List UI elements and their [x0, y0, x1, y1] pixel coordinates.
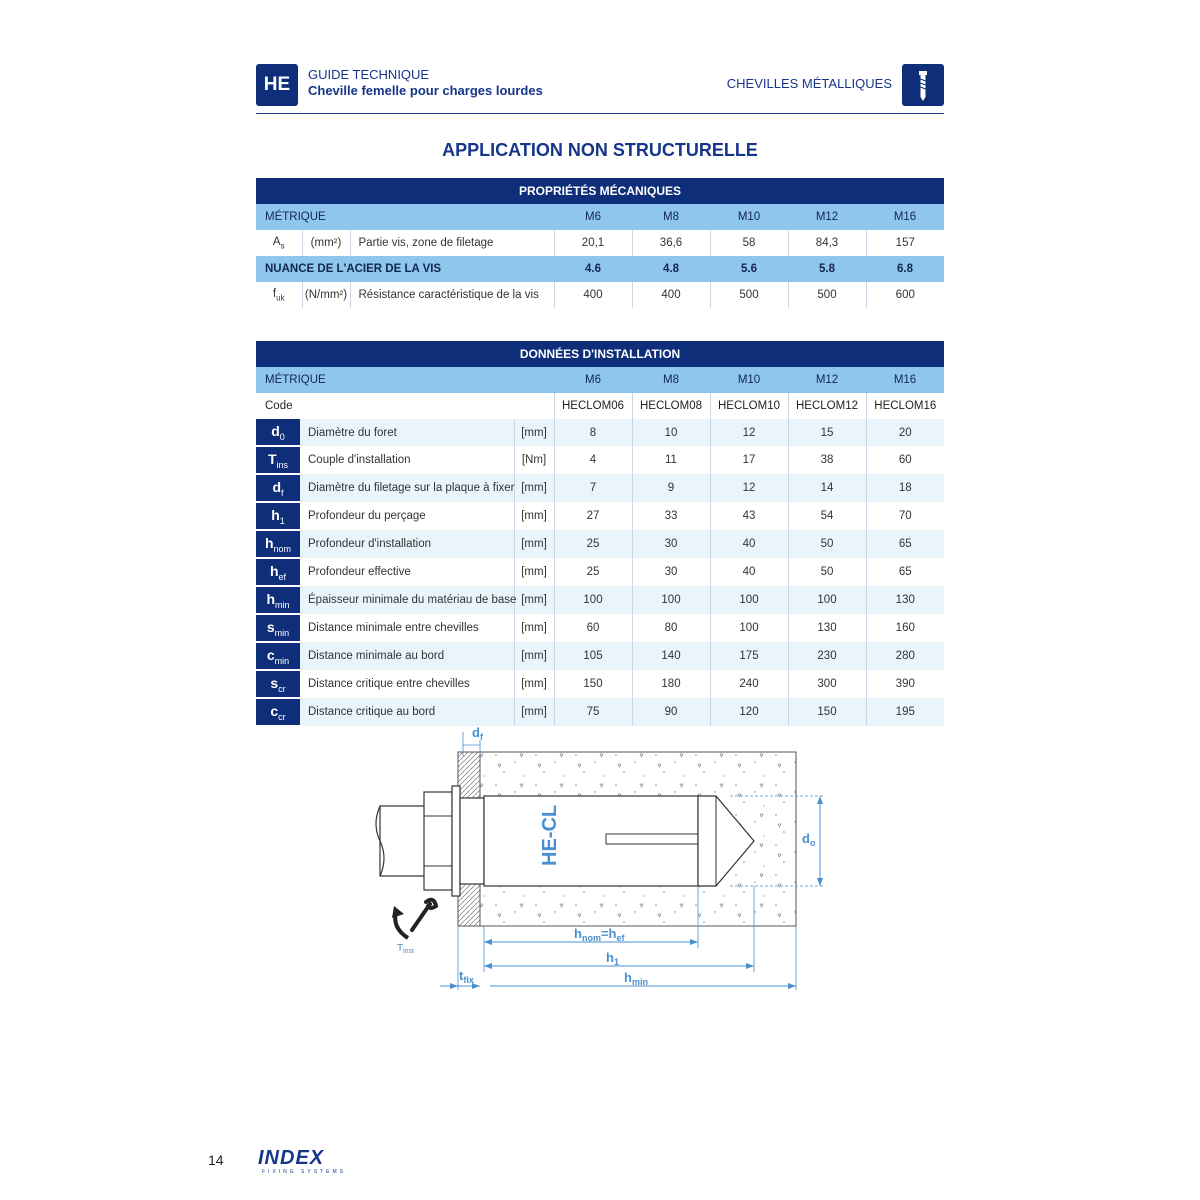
hnom-hef-label: $h_{nom}=h_{ef}$ — [574, 926, 625, 943]
hex-nut — [424, 792, 452, 890]
table-cell: 17 — [710, 446, 788, 474]
section-title: APPLICATION NON STRUCTURELLE — [442, 140, 758, 160]
band-title: DONNÉES D'INSTALLATION — [256, 341, 944, 367]
table-cell: 7 — [554, 474, 632, 502]
table-cell: 25 — [554, 558, 632, 586]
installation-data-table — [256, 341, 944, 727]
row-unit: [mm] — [514, 474, 554, 502]
row-symbol: $s_{min}$ — [256, 614, 300, 642]
table-cell: 18 — [866, 474, 944, 502]
table-cell: 9 — [632, 474, 710, 502]
size-cell: M8 — [632, 367, 710, 393]
metric-row — [256, 204, 944, 230]
grade-cell: 6.8 — [866, 256, 944, 282]
size-cell: M10 — [710, 204, 788, 230]
table-cell: 130 — [788, 614, 866, 642]
table-cell: 54 — [788, 502, 866, 530]
row-symbol: $h_{min}$ — [256, 586, 300, 614]
table-cell: 240 — [710, 670, 788, 698]
size-cell: M12 — [788, 367, 866, 393]
table-cell: 230 — [788, 642, 866, 670]
do-label: $d_o$ — [802, 831, 816, 848]
code-label: Code — [256, 393, 554, 419]
header-rule — [256, 113, 944, 114]
header-category: CHEVILLES MÉTALLIQUES — [726, 76, 892, 91]
tinst-label: $T_{inst}$ — [397, 943, 415, 955]
brand-logo: INDEX — [258, 1147, 325, 1169]
table-cell: 50 — [788, 530, 866, 558]
torque-wrench-icon — [392, 900, 436, 938]
band-title: PROPRIÉTÉS MÉCANIQUES — [256, 178, 944, 204]
size-cell: M16 — [866, 204, 944, 230]
product-badge: HE — [256, 64, 298, 106]
table-cell: 390 — [866, 670, 944, 698]
table-cell: 140 — [632, 642, 710, 670]
size-cell: M8 — [632, 204, 710, 230]
table-cell: 12 — [710, 474, 788, 502]
row-description: Distance critique entre chevilles — [300, 670, 514, 698]
table-cell: 20 — [866, 419, 944, 446]
anchor-label: HE-CL — [539, 804, 561, 866]
hmin-label: $h_{min}$ — [624, 970, 648, 987]
row-unit: [mm] — [514, 670, 554, 698]
h1-label: $h_1$ — [606, 950, 619, 967]
row-symbol: $h_1$ — [256, 502, 300, 530]
table-cell: 65 — [866, 558, 944, 586]
table-cell: 58 — [710, 230, 788, 256]
table-cell: 280 — [866, 642, 944, 670]
anchor-collar — [460, 798, 484, 884]
size-cell: M12 — [788, 204, 866, 230]
row-unit: [mm] — [514, 614, 554, 642]
table-cell: 75 — [554, 698, 632, 726]
table-cell: 90 — [632, 698, 710, 726]
table-row — [256, 558, 944, 586]
table-cell: 100 — [632, 586, 710, 614]
table-cell: 175 — [710, 642, 788, 670]
code-cell: HECLOM10 — [710, 393, 788, 419]
header-title-line2: Cheville femelle pour charges lourdes — [308, 83, 543, 98]
table-cell: 500 — [710, 282, 788, 308]
table-cell: 60 — [866, 446, 944, 474]
table-cell: 84,3 — [788, 230, 866, 256]
table-cell: 500 — [788, 282, 866, 308]
table-cell: 70 — [866, 502, 944, 530]
table-cell: 100 — [710, 586, 788, 614]
table-cell: 600 — [866, 282, 944, 308]
table-cell: 40 — [710, 530, 788, 558]
table-cell: 50 — [788, 558, 866, 586]
size-cell: M10 — [710, 367, 788, 393]
table-cell: 33 — [632, 502, 710, 530]
table-cell: 150 — [788, 698, 866, 726]
table-row — [256, 446, 944, 474]
table-cell: 80 — [632, 614, 710, 642]
row-symbol: $s_{cr}$ — [256, 670, 300, 698]
as-row — [256, 230, 944, 256]
table-cell: 25 — [554, 530, 632, 558]
as-symbol: $A_s$ — [256, 230, 302, 256]
table-row — [256, 642, 944, 670]
fuk-unit: (N/mm²) — [302, 282, 350, 308]
row-description: Distance minimale au bord — [300, 642, 514, 670]
table-row — [256, 670, 944, 698]
table-row — [256, 586, 944, 614]
table-cell: 8 — [554, 419, 632, 446]
row-description: Distance critique au bord — [300, 698, 514, 726]
row-symbol: $c_{min}$ — [256, 642, 300, 670]
table-cell: 300 — [788, 670, 866, 698]
bolt-shank — [380, 806, 426, 876]
tfix-label: $t_{fix}$ — [459, 968, 474, 985]
table-cell: 400 — [554, 282, 632, 308]
table-cell: 195 — [866, 698, 944, 726]
row-description: Distance minimale entre chevilles — [300, 614, 514, 642]
table-cell: 43 — [710, 502, 788, 530]
code-cell: HECLOM08 — [632, 393, 710, 419]
table-cell: 180 — [632, 670, 710, 698]
washer — [452, 786, 460, 896]
table-cell: 130 — [866, 586, 944, 614]
code-cell: HECLOM06 — [554, 393, 632, 419]
table-cell: 10 — [632, 419, 710, 446]
table-cell: 400 — [632, 282, 710, 308]
table-cell: 36,6 — [632, 230, 710, 256]
table-row — [256, 502, 944, 530]
grade-label: NUANCE DE L'ACIER DE LA VIS — [256, 256, 554, 282]
row-description: Profondeur effective — [300, 558, 514, 586]
table-row — [256, 614, 944, 642]
fuk-symbol: $f_{uk}$ — [256, 282, 302, 308]
row-description: Diamètre du filetage sur la plaque à fixer — [300, 474, 514, 502]
row-unit: [mm] — [514, 419, 554, 446]
as-unit: (mm²) — [302, 230, 350, 256]
fuk-row — [256, 282, 944, 308]
anchor-icon — [902, 64, 944, 106]
table-cell: 38 — [788, 446, 866, 474]
size-cell: M6 — [554, 204, 632, 230]
row-symbol: $d_f$ — [256, 474, 300, 502]
table-cell: 27 — [554, 502, 632, 530]
size-cell: M6 — [554, 367, 632, 393]
page-header — [256, 64, 944, 114]
table-cell: 120 — [710, 698, 788, 726]
table-cell: 20,1 — [554, 230, 632, 256]
table-cell: 30 — [632, 558, 710, 586]
code-cell: HECLOM16 — [866, 393, 944, 419]
table-cell: 14 — [788, 474, 866, 502]
metric-label: MÉTRIQUE — [256, 204, 554, 230]
code-row — [256, 393, 944, 419]
table-cell: 4 — [554, 446, 632, 474]
table-band — [256, 341, 944, 367]
grade-row — [256, 256, 944, 282]
page-number: 14 — [208, 1152, 224, 1168]
table-cell: 12 — [710, 419, 788, 446]
row-unit: [Nm] — [514, 446, 554, 474]
metric-label: MÉTRIQUE — [256, 367, 554, 393]
table-cell: 100 — [554, 586, 632, 614]
metric-row — [256, 367, 944, 393]
installation-rows — [256, 419, 944, 726]
row-unit: [mm] — [514, 586, 554, 614]
as-description: Partie vis, zone de filetage — [350, 230, 554, 256]
grade-cell: 5.8 — [788, 256, 866, 282]
table-cell: 160 — [866, 614, 944, 642]
table-cell: 100 — [710, 614, 788, 642]
header-titles — [308, 67, 543, 99]
mechanical-properties-table — [256, 178, 944, 308]
row-description: Couple d'installation — [300, 446, 514, 474]
row-symbol: $h_{ef}$ — [256, 558, 300, 586]
row-unit: [mm] — [514, 530, 554, 558]
row-description: Diamètre du foret — [300, 419, 514, 446]
row-description: Profondeur du perçage — [300, 502, 514, 530]
table-cell: 150 — [554, 670, 632, 698]
row-symbol: $d_0$ — [256, 419, 300, 446]
row-description: Profondeur d'installation — [300, 530, 514, 558]
row-symbol: $T_{ins}$ — [256, 446, 300, 474]
row-symbol: $h_{nom}$ — [256, 530, 300, 558]
grade-cell: 4.8 — [632, 256, 710, 282]
table-cell: 11 — [632, 446, 710, 474]
row-symbol: $c_{cr}$ — [256, 698, 300, 726]
table-cell: 65 — [866, 530, 944, 558]
table-row — [256, 530, 944, 558]
row-description: Épaisseur minimale du matériau de base — [300, 586, 514, 614]
row-unit: [mm] — [514, 642, 554, 670]
table-cell: 40 — [710, 558, 788, 586]
grade-cell: 5.6 — [710, 256, 788, 282]
table-cell: 100 — [788, 586, 866, 614]
table-row — [256, 419, 944, 446]
anchor-installation-diagram — [370, 720, 816, 990]
code-cell: HECLOM12 — [788, 393, 866, 419]
table-cell: 60 — [554, 614, 632, 642]
table-row — [256, 474, 944, 502]
brand-logo-tagline: FIXING SYSTEMS — [262, 1169, 346, 1175]
table-cell: 157 — [866, 230, 944, 256]
row-unit: [mm] — [514, 698, 554, 726]
table-cell: 105 — [554, 642, 632, 670]
row-unit: [mm] — [514, 502, 554, 530]
fuk-description: Résistance caractéristique de la vis — [350, 282, 554, 308]
header-title-line1: GUIDE TECHNIQUE — [308, 67, 430, 82]
grade-cell: 4.6 — [554, 256, 632, 282]
row-unit: [mm] — [514, 558, 554, 586]
table-cell: 15 — [788, 419, 866, 446]
table-band — [256, 178, 944, 204]
df-label: $d_f$ — [472, 725, 483, 742]
size-cell: M16 — [866, 367, 944, 393]
anchor-sleeve — [484, 796, 698, 886]
table-cell: 30 — [632, 530, 710, 558]
